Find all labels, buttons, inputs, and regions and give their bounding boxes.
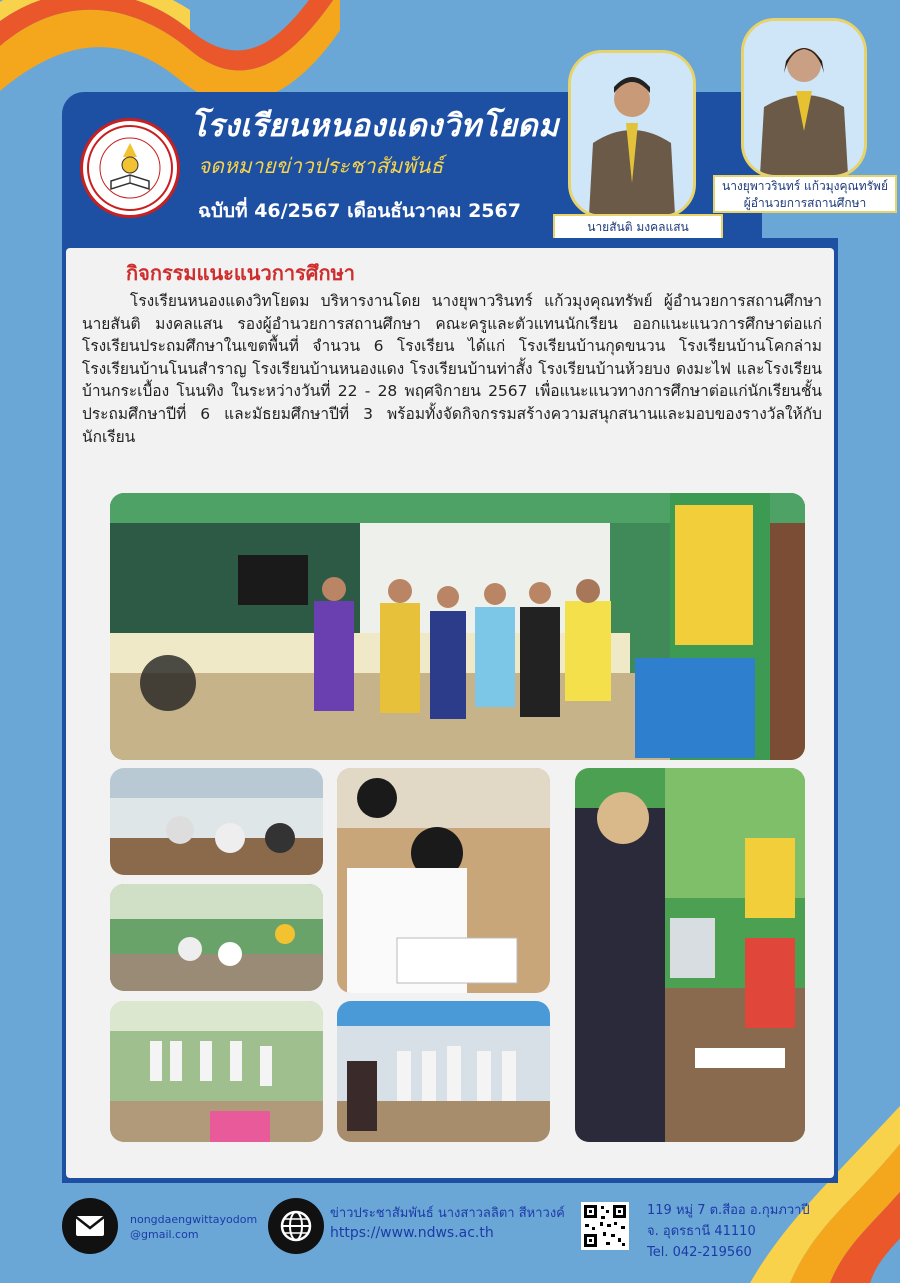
photo-award-ceremony — [110, 493, 805, 760]
portrait-name: นางยุพาวรินทร์ แก้วมุงคุณทรัพย์ — [721, 179, 888, 193]
photo-teacher-with-students — [575, 768, 805, 1142]
issue-number: ฉบับที่ 46/2567 เดือนธันวาคม 2567 — [198, 200, 521, 222]
portrait-name: นายสันติ มงคลแสน — [587, 220, 689, 234]
newsletter-subtitle: จดหมายข่าวประชาสัมพันธ์ — [198, 154, 444, 178]
pr-credit: ข่าวประชาสัมพันธ์ นางสาวลลิตา สีหาวงค์ — [330, 1206, 565, 1221]
school-name: โรงเรียนหนองแดงวิทโยดม — [190, 108, 559, 144]
photo-students-in-line — [337, 1001, 550, 1142]
address-line: จ. อุดรธานี 41110 — [647, 1224, 756, 1239]
website-link[interactable]: https://www.ndws.ac.th — [330, 1225, 494, 1241]
school-address — [647, 1200, 810, 1263]
article-title: กิจกรรมแนะแนวการศึกษา — [126, 261, 356, 285]
school-logo — [80, 118, 180, 218]
globe-icon[interactable] — [268, 1198, 324, 1254]
portrait-deputy-director — [568, 50, 696, 218]
director-nameplate — [713, 175, 897, 213]
photo-student-writing — [337, 768, 550, 993]
photo-students-standing — [110, 1001, 323, 1142]
qr-code[interactable] — [581, 1202, 629, 1250]
photo-classroom-session — [110, 768, 323, 875]
photo-group-activity — [110, 884, 323, 991]
address-line: 119 หมู่ 7 ต.สีออ อ.กุมภวาปี — [647, 1203, 810, 1218]
article-body: โรงเรียนหนองแดงวิทโยดม บริหารงานโดย นางยุพาวรินทร์ แก้วมุงคุณทรัพย์ ผู้อำนวยการสถานศึกษา นายสันติ มงคลแสน รองผู้อำนวยการสถานศึกษา คณะครูและตัวแทนนักเรียน ออกแนะแนวการศึกษาต่อแก่โรงเรียนประถมศึกษาในเขตพื้นที่ จำนวน 6 โรงเรียน ได้แก่ โรงเรียนบ้านกุดขนวน โรงเรียนบ้านโคกล่าม โรงเรียนบ้านโนนสำราญ โรงเรียนบ้านหนองแดง โรงเรียนบ้านท่าสั้ง โรงเรียนบ้านห้วยบง ดงมะไฟ และโรงเรียนบ้านกระเบื้อง โนนทิง ในระหว่างวันที่ 22 - 28 พฤศจิกายน 2567 เพื่อแนะแนวทางการศึกษาต่อแก่นักเรียนชั้นประถมศึกษาปีที่ 6 และมัธยมศึกษาปีที่ 3 พร้อมทั้งจัดกิจกรรมสร้างความสนุกสนานและมอบของรางวัลให้กับนักเรียน — [82, 292, 822, 446]
email-address[interactable]: nongdaengwittayodom@gmail.com — [130, 1213, 258, 1241]
phone-number: Tel. 042-219560 — [647, 1245, 752, 1260]
portrait-position: ผู้อำนวยการสถานศึกษา — [743, 196, 867, 210]
mail-icon[interactable] — [62, 1198, 118, 1254]
portrait-director — [741, 18, 867, 178]
